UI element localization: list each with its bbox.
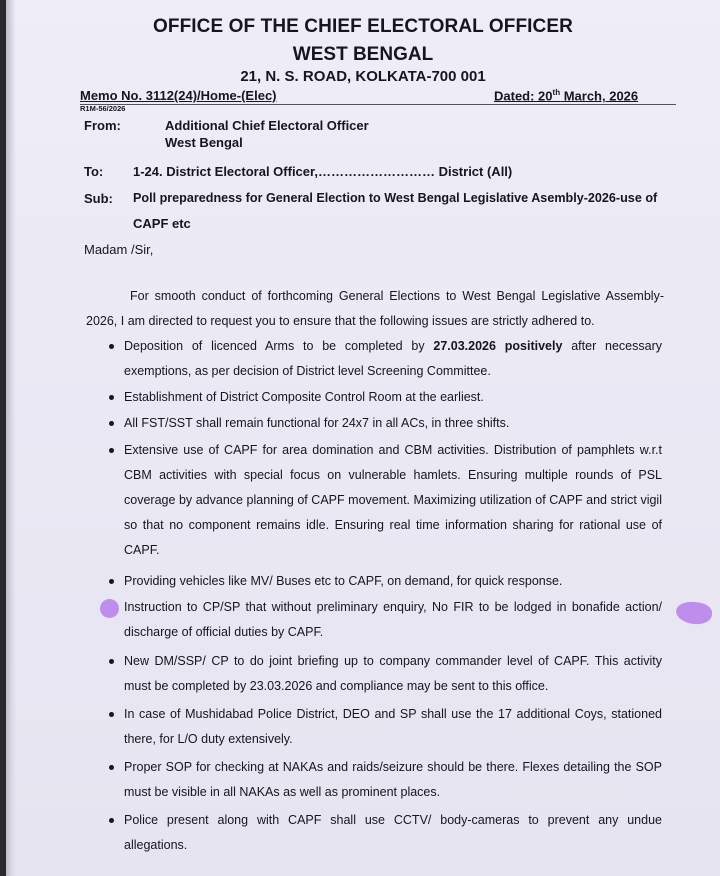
list-item xyxy=(124,385,662,410)
bullet-icon xyxy=(109,659,114,664)
subject-label: Sub: xyxy=(84,191,113,206)
issue-text: Deposition of licenced Arms to be completed by xyxy=(124,339,434,353)
bullet-icon xyxy=(109,579,114,584)
highlight-marker-dot xyxy=(100,599,119,618)
from-label: From: xyxy=(84,118,121,133)
from-line-1: Additional Chief Electoral Officer xyxy=(165,118,369,133)
header-divider xyxy=(80,104,676,105)
list-item xyxy=(124,808,662,858)
bullet-icon xyxy=(109,448,114,453)
issue-text: In case of Mushidabad Police District, DEO and SP shall use the 17 additional Coys, stationed there, for L/O duty extensively. xyxy=(124,707,662,746)
list-item xyxy=(124,649,662,699)
issue-text: New DM/SSP/ CP to do joint briefing up to company commander level of CAPF. This activity must be completed by 23.03.2026 and compliance may be sent to this office. xyxy=(124,654,662,693)
bullet-icon xyxy=(109,344,114,349)
memo-number: Memo No. 3112(24)/Home-(Elec) xyxy=(80,88,277,103)
office-title: OFFICE OF THE CHIEF ELECTORAL OFFICER xyxy=(153,16,573,37)
list-item xyxy=(124,755,662,805)
highlight-marker-blob xyxy=(675,600,713,626)
to-label: To: xyxy=(84,164,104,179)
issue-text: Extensive use of CAPF for area domination and CBM activities. Distribution of pamphlets w.r.t CBM activities with special focus on vulnerable hamlets. Ensuring multiple rounds of PSL coverage by advance planning of CAPF movement. Maximizing utilization of CAPF and strict vigil so that no component remains idle. Ensuring real time information sharing for rational use of CAPF. xyxy=(124,443,662,557)
issue-text: All FST/SST shall remain functional for 24x7 in all ACs, in three shifts. xyxy=(124,416,510,430)
issue-text: Police present along with CAPF shall use CCTV/ body-cameras to prevent any undue allegations. xyxy=(124,813,662,852)
state-title: WEST BENGAL xyxy=(292,44,434,65)
page-edge-shadow xyxy=(6,0,16,876)
bullet-icon xyxy=(109,712,114,717)
to-value: 1-24. District Electoral Officer,……………………… District (All) xyxy=(133,164,513,179)
intro-paragraph: For smooth conduct of forthcoming General Elections to West Bengal Legislative Assembly-2026, I am directed to request you to ensure that the following issues are strictly adhered to. xyxy=(86,289,664,328)
list-item xyxy=(124,702,662,752)
bullet-icon xyxy=(109,395,114,400)
subject-line-1: Poll preparedness for General Election to West Bengal Legislative Asembly-2026-use of xyxy=(133,191,658,205)
bullet-icon xyxy=(109,818,114,823)
memo-date: Dated: 20th March, 2026 xyxy=(494,88,639,104)
list-item xyxy=(124,569,662,594)
list-item xyxy=(124,438,662,563)
issue-text: Proper SOP for checking at NAKAs and raids/seizure should be there. Flexes detailing the SOP must be visible in all NAKAs as well as prominent places. xyxy=(124,760,662,799)
subject-line-2: CAPF etc xyxy=(133,216,191,231)
salutation: Madam /Sir, xyxy=(84,242,154,257)
list-item xyxy=(124,595,662,645)
list-item xyxy=(124,334,662,384)
issue-highlight: 27.03.2026 positively xyxy=(433,339,563,353)
issue-text: Instruction to CP/SP that without preliminary enquiry, No FIR to be lodged in bonafide action/ discharge of official duties by CAPF. xyxy=(124,600,662,639)
list-item xyxy=(124,411,662,436)
bullet-icon xyxy=(109,765,114,770)
document-page xyxy=(6,0,720,876)
office-address: 21, N. S. ROAD, KOLKATA-700 001 xyxy=(240,68,486,85)
bullet-icon xyxy=(109,421,114,426)
issue-text: Providing vehicles like MV/ Buses etc to CAPF, on demand, for quick response. xyxy=(124,574,563,588)
from-line-2: West Bengal xyxy=(165,135,243,150)
issue-text: Establishment of District Composite Control Room at the earliest. xyxy=(124,390,484,404)
reference-code: R1M-56/2026 xyxy=(80,104,126,113)
issue-text-tail: after necessary exemptions, as per decision of District level Screening Committee. xyxy=(124,339,662,378)
